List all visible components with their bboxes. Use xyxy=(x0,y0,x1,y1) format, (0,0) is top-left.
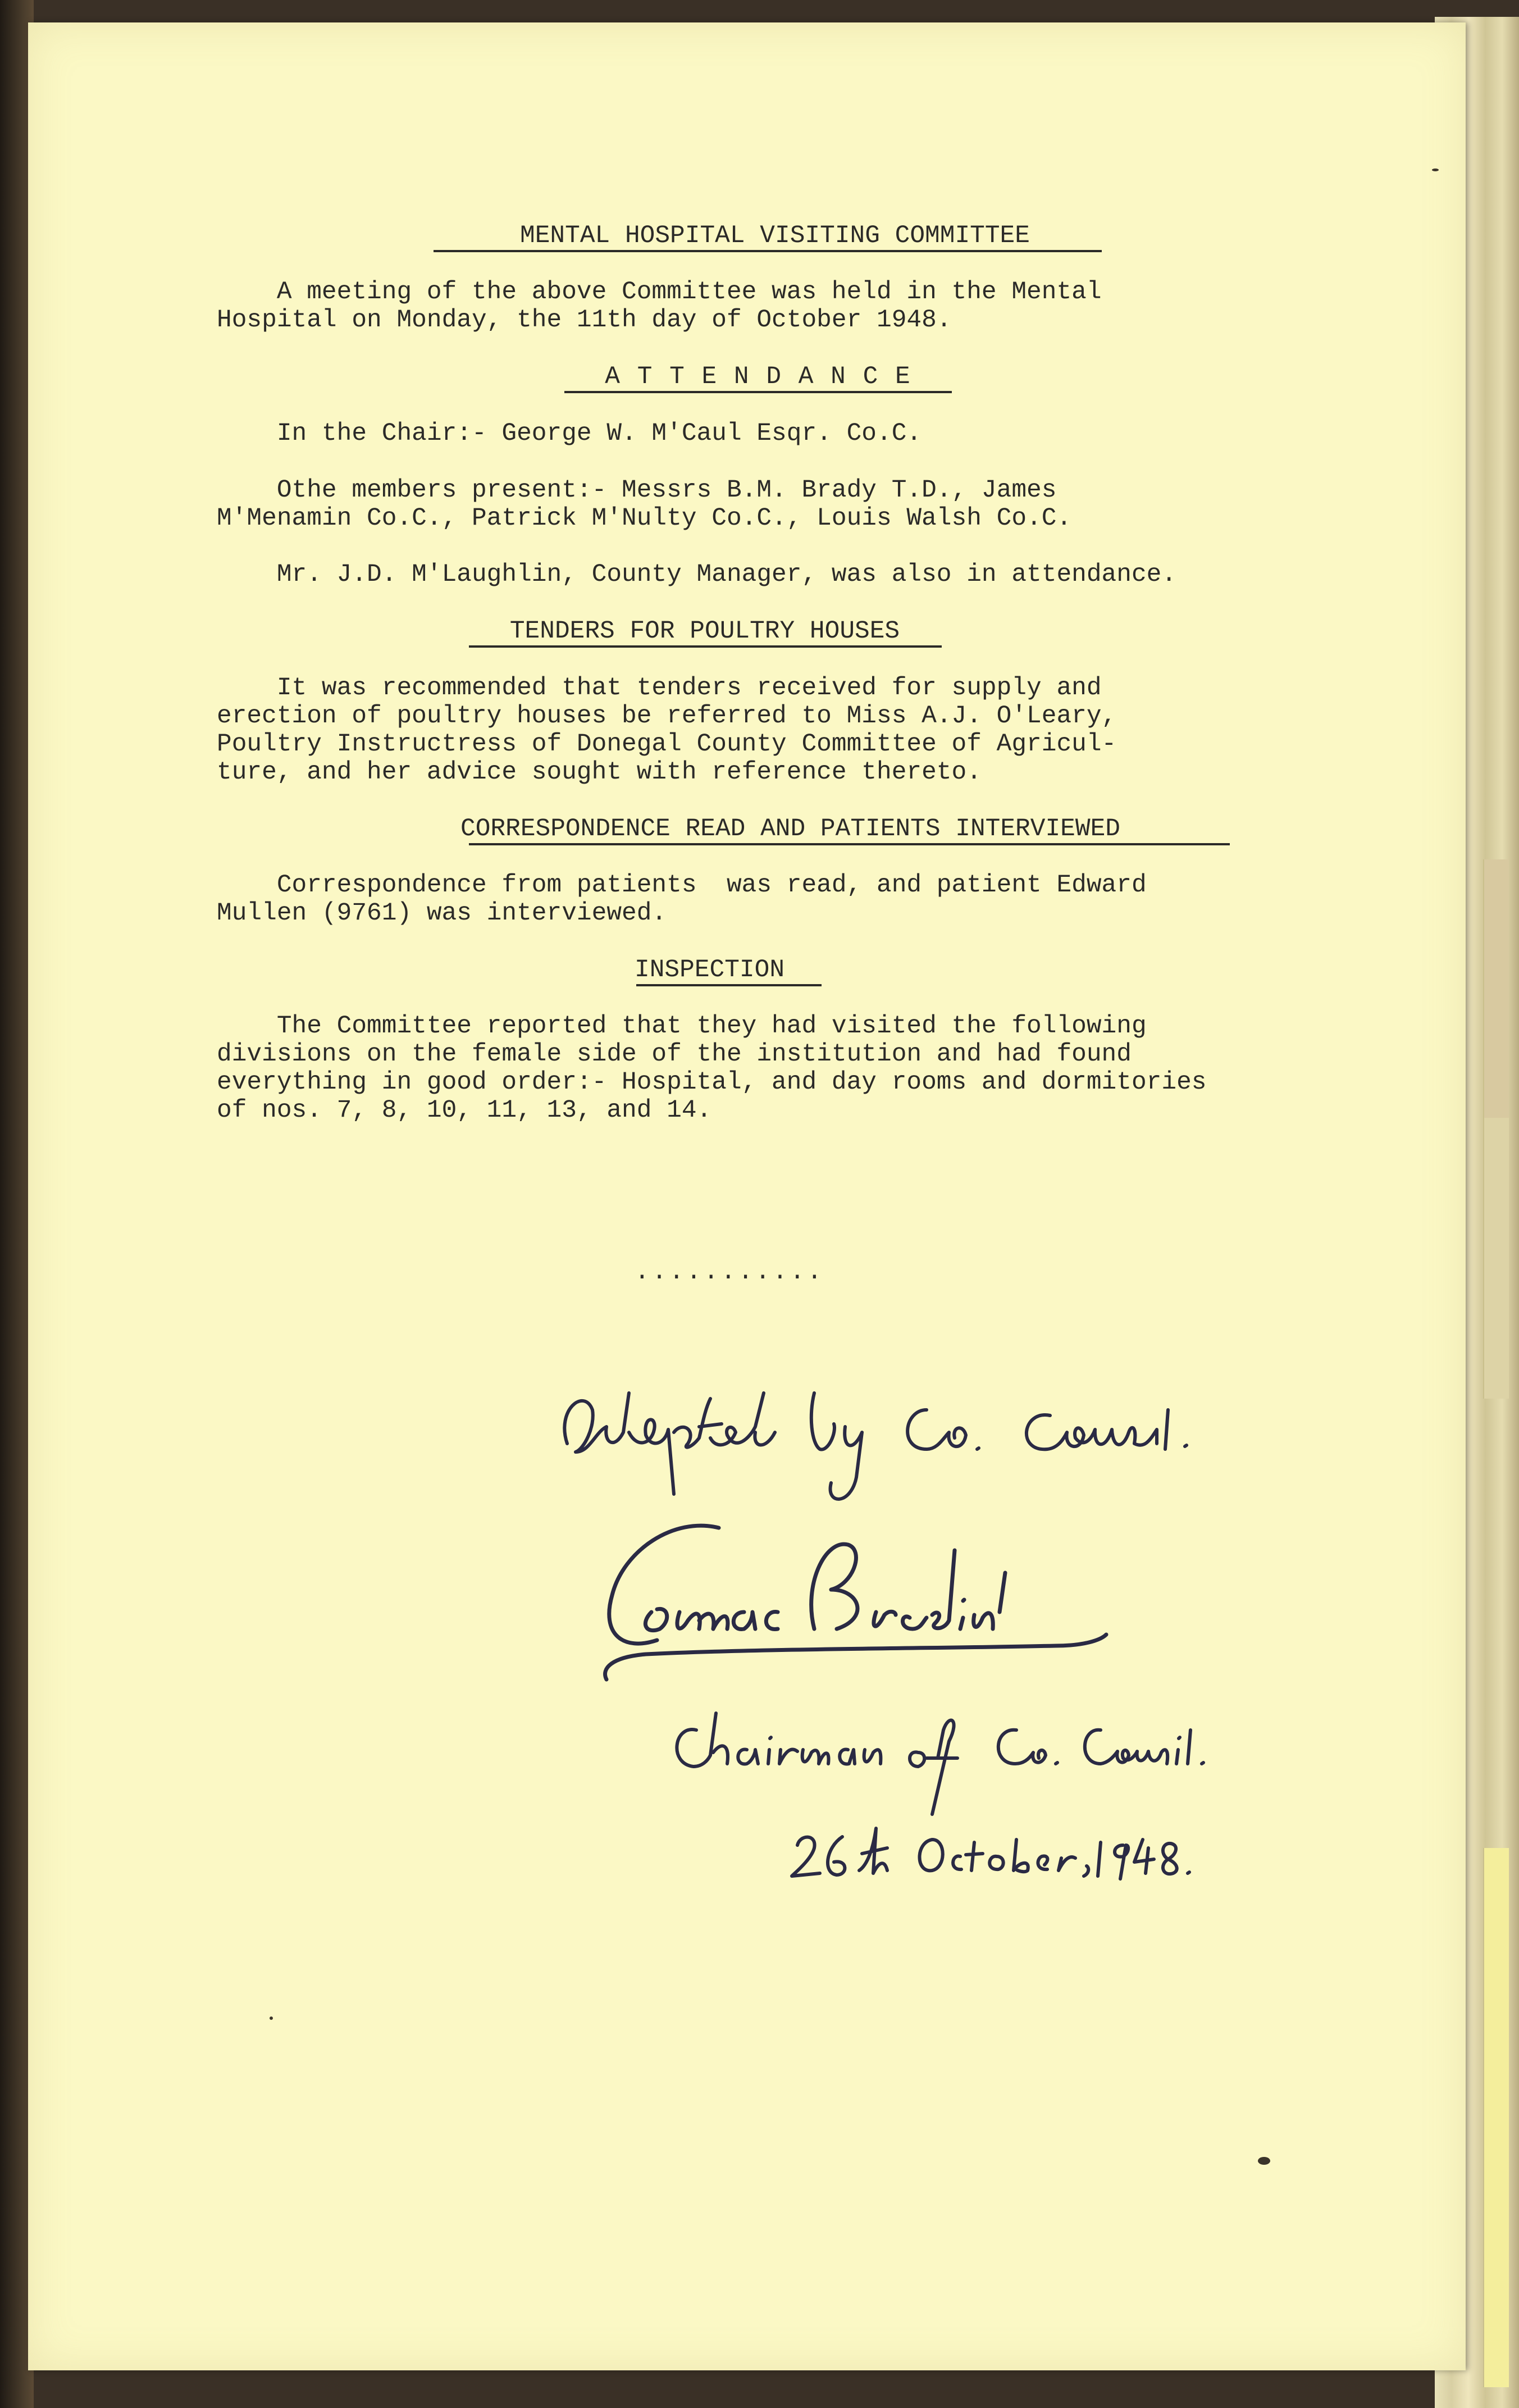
attendance-heading: A T T E N D A N C E xyxy=(605,363,911,391)
inspection-line-4: of nos. 7, 8, 10, 11, 13, and 14. xyxy=(217,1096,712,1125)
chair-line: In the Chair:- George W. M'Caul Esqr. Co.C. xyxy=(217,420,922,448)
inspection-line-1: The Committee reported that they had visited the following xyxy=(217,1012,1147,1040)
handwritten-signature xyxy=(605,1526,1106,1679)
page-tab xyxy=(1483,1118,1509,1399)
inspection-line-3: everything in good order:- Hospital, and day rooms and dormitories xyxy=(217,1068,1207,1096)
correspondence-line-1: Correspondence from patients was read, and patient Edward xyxy=(217,871,1147,899)
document-page xyxy=(28,22,1466,2370)
separator-dots: ........... xyxy=(635,1258,824,1286)
correspondence-heading: CORRESPONDENCE READ AND PATIENTS INTERVIEWED xyxy=(460,815,1120,843)
page-tab xyxy=(1483,1848,1509,2387)
page-tab xyxy=(1483,859,1509,1118)
document-title: MENTAL HOSPITAL VISITING COMMITTEE xyxy=(520,222,1030,250)
inspection-heading: INSPECTION xyxy=(635,956,785,984)
ink-speck xyxy=(1432,169,1439,171)
tenders-heading: TENDERS FOR POULTRY HOUSES xyxy=(509,617,900,645)
inspection-line-2: divisions on the female side of the institution and had found xyxy=(217,1040,1132,1068)
correspondence-line-2: Mullen (9761) was interviewed. xyxy=(217,899,667,927)
ink-speck xyxy=(270,2016,273,2020)
members-line-2: M'Menamin Co.C., Patrick M'Nulty Co.C., Louis Walsh Co.C. xyxy=(217,504,1072,532)
handwritten-date xyxy=(792,1828,1189,1879)
tenders-line-1: It was recommended that tenders received for supply and xyxy=(217,674,1102,702)
ink-speck xyxy=(1258,2157,1270,2165)
tenders-line-2: erection of poultry houses be referred to Miss A.J. O'Leary, xyxy=(217,702,1117,730)
intro-line-2: Hospital on Monday, the 11th day of October 1948. xyxy=(217,306,952,334)
tenders-line-4: ture, and her advice sought with reference thereto. xyxy=(217,758,982,786)
tenders-line-3: Poultry Instructress of Donegal County Committee of Agricul- xyxy=(217,730,1117,758)
handwritten-adopted-note xyxy=(564,1393,1187,1499)
handwritten-role xyxy=(677,1713,1203,1814)
manager-line: Mr. J.D. M'Laughlin, County Manager, was also in attendance. xyxy=(217,561,1177,589)
handwritten-annotations xyxy=(28,22,1466,2370)
members-line-1: Othe members present:- Messrs B.M. Brady T.D., James xyxy=(217,476,1057,504)
intro-line-1: A meeting of the above Committee was held in the Mental xyxy=(217,278,1102,306)
